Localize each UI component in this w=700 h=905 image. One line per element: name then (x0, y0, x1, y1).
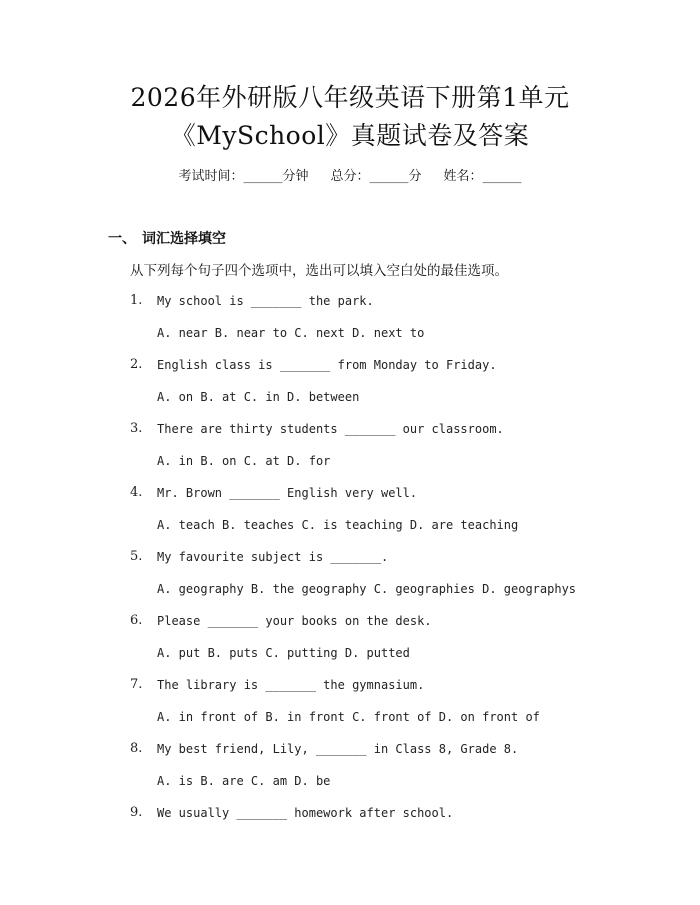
page-title-line1: 2026年外研版八年级英语下册第1单元 (130, 83, 570, 112)
question-text: We usually _______ homework after school. (157, 806, 454, 820)
page-title-line2: 《MySchool》真题试卷及答案 (170, 121, 530, 150)
question-number: 2. (130, 357, 143, 372)
exam-name-field: 姓名：______ (443, 169, 522, 184)
question-options: A. on B. at C. in D. between (157, 390, 360, 404)
question-options: A. near B. near to C. next D. next to (157, 326, 425, 340)
question-number: 3. (130, 421, 143, 436)
question-number: 4. (130, 485, 143, 500)
question-number: 1. (130, 293, 143, 308)
question-text: English class is _______ from Monday to Friday. (157, 358, 497, 372)
question-text: My school is _______ the park. (157, 294, 374, 308)
question-text: Please _______ your books on the desk. (157, 614, 432, 628)
exam-time-field: 考试时间：______分钟 (178, 169, 309, 184)
question-text: Mr. Brown _______ English very well. (157, 486, 418, 500)
exam-meta (0, 168, 700, 186)
question-text: There are thirty students _______ our classroom. (157, 422, 504, 436)
section-heading (108, 229, 226, 249)
question-number: 7. (130, 677, 143, 692)
section-instruction: 从下列每个句子四个选项中，选出可以填入空白处的最佳选项。 (130, 263, 508, 279)
question-number: 9. (130, 805, 143, 820)
question-number: 5. (130, 549, 143, 564)
question-text: The library is _______ the gymnasium. (157, 678, 425, 692)
question-number: 6. (130, 613, 143, 628)
question-options: A. teach B. teaches C. is teaching D. are teaching (157, 518, 519, 532)
question-text: My best friend, Lily, _______ in Class 8, Grade 8. (157, 742, 519, 756)
question-options: A. put B. puts C. putting D. putted (157, 646, 410, 660)
question-options: A. is B. are C. am D. be (157, 774, 331, 788)
question-number: 8. (130, 741, 143, 756)
section-title: 词汇选择填空 (142, 231, 226, 247)
section-number: 一、 (108, 231, 136, 247)
exam-score-field: 总分：______分 (330, 169, 422, 184)
question-options: A. in B. on C. at D. for (157, 454, 331, 468)
question-options: A. geography B. the geography C. geographies D. geographys (157, 582, 577, 596)
question-options: A. in front of B. in front C. front of D. on front of (157, 710, 540, 724)
question-text: My favourite subject is _______. (157, 550, 389, 564)
